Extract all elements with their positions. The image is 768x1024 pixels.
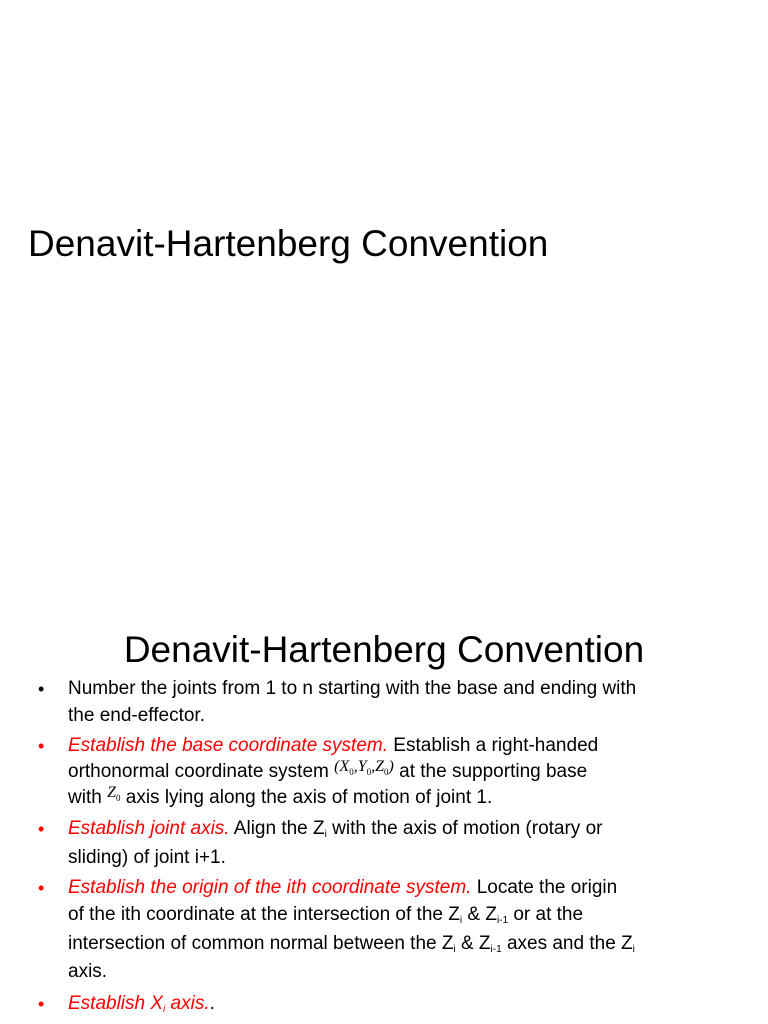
math-var-z: Z <box>107 784 116 801</box>
bullet-4-text: axes and the Z <box>501 933 633 954</box>
bullet-2-text: at the supporting base <box>393 761 588 782</box>
math-paren-open: ( <box>334 758 340 775</box>
math-subscript: 0 <box>349 767 354 778</box>
bullet-marker-1: • <box>38 679 45 699</box>
bullet-5-highlight <box>68 993 210 1014</box>
bullet-2-line-3 <box>68 786 492 816</box>
bullet-5-line-1 <box>68 992 215 1016</box>
bullet-4-line-2 <box>68 903 583 927</box>
bullet-3-line-2: sliding) of joint i+1. <box>68 847 226 868</box>
subscript: i <box>632 944 635 955</box>
bullet-3-text: Align the Z <box>229 818 325 839</box>
bullet-5-text: . <box>209 993 215 1014</box>
bullet-5-highlight-text: Establish X <box>68 993 164 1014</box>
slide-title: Denavit-Hartenberg Convention <box>28 223 549 264</box>
bullet-5-highlight-text: axis. <box>165 993 210 1014</box>
bullet-marker-3: • <box>38 819 45 839</box>
bullet-2-line-1 <box>68 734 598 758</box>
math-comma: , <box>353 758 358 775</box>
subscript: i <box>453 944 456 955</box>
subscript: i <box>459 915 463 926</box>
bullet-4-text: intersection of common normal between the Z <box>68 933 454 954</box>
bullet-4-line-1 <box>68 876 617 900</box>
bullet-4-text: of the ith coordinate at the intersection of the Z <box>68 904 460 925</box>
math-subscript: 0 <box>115 793 121 804</box>
bullet-3-text: with the axis of motion (rotary or <box>326 818 603 839</box>
bullet-marker-4: • <box>38 878 45 898</box>
bullet-4-text: or at the <box>508 904 584 925</box>
bullet-marker-5: • <box>38 994 45 1014</box>
bullet-3-highlight: Establish joint axis. <box>68 818 230 839</box>
bullet-marker-2: • <box>38 736 45 756</box>
bullet-4-text: & Z <box>462 904 497 925</box>
bullet-4-text: & Z <box>455 933 491 954</box>
subscript: i-1 <box>496 915 509 926</box>
math-subscript: 0 <box>384 767 389 778</box>
subscript: i <box>163 1004 166 1015</box>
bullet-4-line-4: axis. <box>68 961 108 982</box>
bullet-2-highlight: Establish the base coordinate system. <box>68 735 389 756</box>
math-coordinate-tuple <box>334 758 394 778</box>
slide-title-2: Denavit-Hartenberg Convention <box>123 629 645 670</box>
bullet-1-line-2: the end-effector. <box>68 705 205 726</box>
bullet-3-line-1 <box>68 817 602 841</box>
bullet-4-highlight: Establish the origin of the ith coordinate system. <box>68 877 472 898</box>
math-subscript: 0 <box>366 767 372 778</box>
subscript: i-1 <box>490 944 502 955</box>
bullet-1-line-1: Number the joints from 1 to n starting with the base and ending with <box>68 678 637 699</box>
bullet-4-text: Locate the origin <box>471 877 618 898</box>
math-var-x: X <box>339 758 350 775</box>
math-var-z: Z <box>375 758 385 775</box>
math-var-y: Y <box>357 758 367 775</box>
bullet-4-line-3 <box>68 932 635 956</box>
bullet-2-text: Establish a right-handed <box>388 735 599 756</box>
math-paren-close: ) <box>388 758 394 775</box>
subscript: i <box>324 829 327 840</box>
bullet-2-text: with <box>68 787 108 808</box>
math-comma: , <box>371 758 376 775</box>
bullet-2-text: orthonormal coordinate system <box>68 761 335 782</box>
math-z0 <box>107 784 121 804</box>
bullet-2-text: axis lying along the axis of motion of joint 1. <box>120 787 493 808</box>
